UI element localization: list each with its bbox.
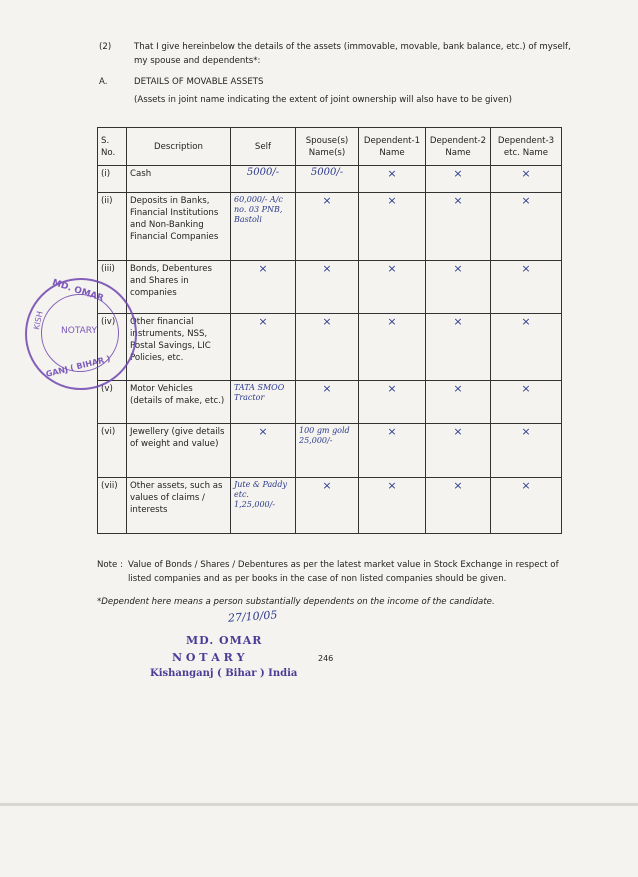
row-dependent-3: × — [491, 314, 562, 381]
row-sno: (iv) — [98, 314, 127, 381]
notary-name: MD. OMAR — [186, 634, 263, 647]
row-dependent-3: × — [491, 166, 562, 193]
row-dependent-1: × — [359, 261, 426, 314]
row-dependent-2: × — [426, 314, 491, 381]
row-dependent-3: × — [491, 424, 562, 478]
table-row — [98, 314, 562, 381]
section-subtitle: (Assets in joint name indicating the extent of joint ownership will also have to be given) — [134, 95, 512, 105]
row-dependent-3: × — [491, 261, 562, 314]
row-self: × — [231, 314, 296, 381]
row-dependent-2: × — [426, 478, 491, 534]
row-spouse: × — [296, 478, 359, 534]
row-dependent-1: × — [359, 478, 426, 534]
header-sno: S. No. — [98, 128, 127, 166]
row-description: Cash — [127, 166, 231, 193]
row-dependent-2: × — [426, 381, 491, 424]
row-dependent-2: × — [426, 424, 491, 478]
header-spouse: Spouse(s) Name(s) — [296, 128, 359, 166]
row-self: × — [231, 424, 296, 478]
section-letter: A. — [99, 77, 108, 87]
row-dependent-3: × — [491, 478, 562, 534]
row-spouse: × — [296, 193, 359, 261]
row-sno: (v) — [98, 381, 127, 424]
row-description: Deposits in Banks, Financial Institutions and Non-Banking Financial Companies — [127, 193, 231, 261]
header-description: Description — [127, 128, 231, 166]
table-row — [98, 193, 562, 261]
signature-date: 27/10/05 — [227, 608, 278, 625]
row-description: Motor Vehicles (details of make, etc.) — [127, 381, 231, 424]
row-sno: (vi) — [98, 424, 127, 478]
seal-bottom-text: GANJ ( BIHAR ) — [44, 354, 112, 379]
row-spouse: × — [296, 314, 359, 381]
row-description: Other assets, such as values of claims / interests — [127, 478, 231, 534]
seal-middle-text: NOTARY — [61, 326, 97, 336]
table-row — [98, 424, 562, 478]
row-dependent-3: × — [491, 193, 562, 261]
row-dependent-2: × — [426, 261, 491, 314]
row-sno: (ii) — [98, 193, 127, 261]
section-title: DETAILS OF MOVABLE ASSETS — [134, 77, 264, 87]
row-sno: (i) — [98, 166, 127, 193]
row-self: TATA SMOO Tractor — [231, 381, 296, 424]
row-dependent-2: × — [426, 166, 491, 193]
note-text: Value of Bonds / Shares / Debentures as per the latest market value in Stock Exchange in respect of listed companies and as per books in the case of non listed companies should be given. — [128, 560, 559, 584]
row-description: Bonds, Debentures and Shares in companies — [127, 261, 231, 314]
row-sno: (iii) — [98, 261, 127, 314]
table-row — [98, 261, 562, 314]
row-dependent-1: × — [359, 193, 426, 261]
row-self: Jute & Paddy etc. 1,25,000/- — [231, 478, 296, 534]
notary-title: N O T A R Y — [172, 651, 245, 664]
seal-left-text: KISH — [32, 310, 45, 331]
table-row — [98, 381, 562, 424]
note-label: Note : — [97, 560, 123, 570]
row-self: 5000/- — [231, 166, 296, 193]
row-spouse: × — [296, 381, 359, 424]
row-description: Jewellery (give details of weight and value) — [127, 424, 231, 478]
header-dependent-2: Dependent-2 Name — [426, 128, 491, 166]
notary-place: Kishanganj ( Bihar ) India — [150, 668, 298, 679]
table-row — [98, 166, 562, 193]
item-text: That I give hereinbelow the details of the assets (immovable, movable, bank balance, etc.) of myself, my spouse and dependents*: — [134, 42, 571, 66]
row-dependent-3: × — [491, 381, 562, 424]
scan-bottom-edge — [0, 803, 638, 806]
row-dependent-1: × — [359, 381, 426, 424]
row-spouse: 100 gm gold 25,000/- — [296, 424, 359, 478]
table-row — [98, 478, 562, 534]
movable-assets-table — [97, 127, 562, 534]
seal-top-text: MD. OMAR — [50, 277, 105, 305]
header-self: Self — [231, 128, 296, 166]
page-number: 246 — [318, 654, 334, 663]
header-dependent-1: Dependent-1 Name — [359, 128, 426, 166]
footnote: *Dependent here means a person substantially dependents on the income of the candidate. — [97, 597, 495, 607]
row-self: 60,000/- A/c no. 03 PNB, Bastoli — [231, 193, 296, 261]
row-description: Other financial instruments, NSS, Postal Savings, LIC Policies, etc. — [127, 314, 231, 381]
row-spouse: 5000/- — [296, 166, 359, 193]
row-sno: (vii) — [98, 478, 127, 534]
row-dependent-1: × — [359, 424, 426, 478]
header-dependent-3: Dependent-3 etc. Name — [491, 128, 562, 166]
row-self: × — [231, 261, 296, 314]
row-dependent-1: × — [359, 314, 426, 381]
row-spouse: × — [296, 261, 359, 314]
row-dependent-1: × — [359, 166, 426, 193]
item-number: (2) — [99, 42, 112, 52]
notary-seal — [25, 278, 137, 390]
row-dependent-2: × — [426, 193, 491, 261]
table-header-row — [98, 128, 562, 166]
